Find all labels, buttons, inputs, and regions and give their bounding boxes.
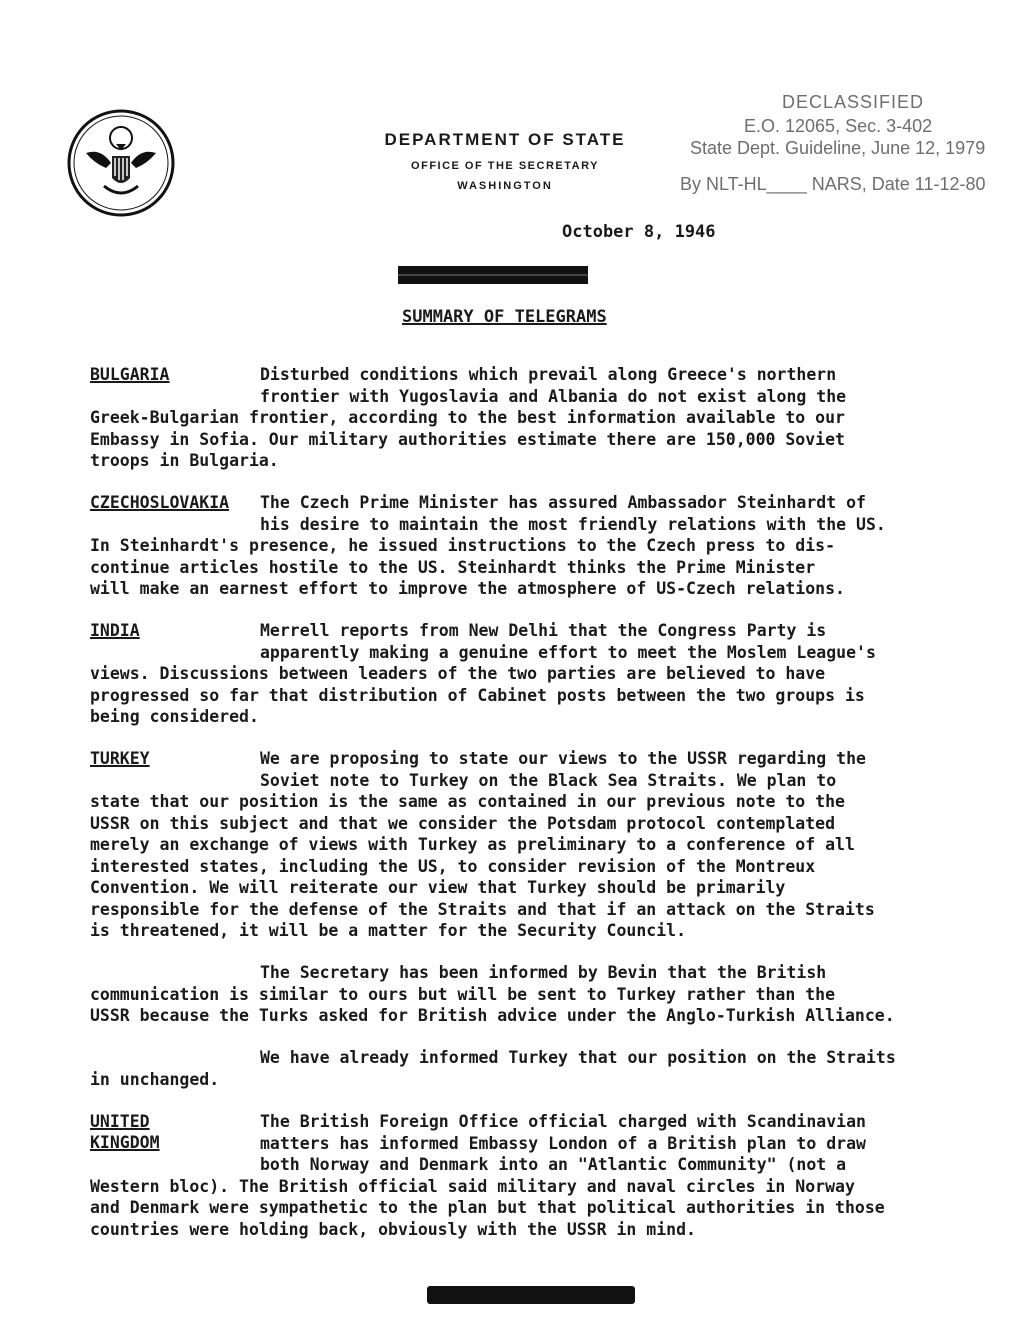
stamp-line-3: State Dept. Guideline, June 12, 1979 <box>690 138 986 158</box>
section-heading: BULGARIA <box>90 365 170 384</box>
section-turkey <box>90 748 950 942</box>
text-line: will make an earnest effort to improve the atmosphere of US-Czech relations. <box>90 579 845 598</box>
section-india <box>90 620 950 728</box>
text-line: In Steinhardt's presence, he issued instructions to the Czech press to dis- <box>90 536 836 555</box>
text-line: The Czech Prime Minister has assured Ambassador Steinhardt of <box>260 493 866 512</box>
text-line: USSR on this subject and that we consider the Potsdam protocol contemplated <box>90 813 836 833</box>
text-line: his desire to maintain the most friendly relations with the US. <box>260 514 886 534</box>
section-bulgaria <box>90 364 950 472</box>
great-seal-icon <box>66 108 176 218</box>
section-united-kingdom <box>90 1111 950 1240</box>
department-name: DEPARTMENT OF STATE <box>384 130 626 149</box>
section-heading: INDIA <box>90 621 140 640</box>
text-line: views. Discussions between leaders of the two parties are believed to have <box>90 664 826 683</box>
document-title: SUMMARY OF TELEGRAMS <box>402 307 607 327</box>
text-line: Soviet note to Turkey on the Black Sea Straits. We plan to <box>260 770 837 790</box>
stamp-line-1: DECLASSIFIED <box>782 92 925 112</box>
office-name: OFFICE OF THE SECRETARY <box>411 160 599 172</box>
text-line: in unchanged. <box>90 1069 220 1089</box>
text-line: Embassy in Sofia. Our military authorities estimate there are 150,000 Soviet <box>90 429 845 449</box>
text-line: and Denmark were sympathetic to the plan but that political authorities in those <box>90 1198 885 1217</box>
stamp-line-4: By NLT-HL____ NARS, Date 11-12-80 <box>680 174 986 194</box>
letterhead <box>360 130 650 192</box>
turkey-paragraph-2 <box>90 962 950 1027</box>
text-line: both Norway and Denmark into an "Atlantic Community" (not a <box>260 1155 847 1174</box>
turkey-paragraph-3 <box>90 1047 950 1090</box>
text-line: frontier with Yugoslavia and Albania do not exist along the <box>260 386 847 406</box>
section-heading: CZECHOSLOVAKIA <box>90 493 230 512</box>
stamp-line-2: E.O. 12065, Sec. 3-402 <box>744 116 933 136</box>
text-line: responsible for the defense of the Straits and that if an attack on the Straits <box>90 899 875 919</box>
text-line: The British Foreign Office official charged with Scandinavian <box>260 1112 866 1131</box>
section-czechoslovakia <box>90 492 950 600</box>
text-line: interested states, including the US, to consider revision of the Montreux <box>90 856 816 876</box>
text-line: communication is similar to ours but will be sent to Turkey rather than the <box>90 984 836 1004</box>
text-line: troops in Bulgaria. <box>90 451 279 470</box>
redaction-bar <box>398 262 588 288</box>
section-heading: KINGDOM <box>90 1133 160 1152</box>
text-line: Western bloc). The British official said military and naval circles in Norway <box>90 1176 855 1196</box>
section-heading: TURKEY <box>90 749 150 768</box>
text-line: Merrell reports from New Delhi that the Congress Party is <box>260 621 827 640</box>
text-line: apparently making a genuine effort to meet the Moslem League's <box>260 642 876 662</box>
text-line: continue articles hostile to the US. Steinhardt thinks the Prime Minister <box>90 557 816 577</box>
city-name: WASHINGTON <box>457 180 553 192</box>
text-line: is threatened, it will be a matter for the Security Council. <box>90 921 687 940</box>
text-line: progressed so far that distribution of Cabinet posts between the two groups is <box>90 685 865 705</box>
text-line: We are proposing to state our views to the USSR regarding the <box>260 749 866 768</box>
text-line: merely an exchange of views with Turkey as preliminary to a conference of all <box>90 835 855 854</box>
text-line: Disturbed conditions which prevail along Greece's northern <box>260 365 837 384</box>
text-line: countries were holding back, obviously with the USSR in mind. <box>90 1219 696 1239</box>
redaction-bar <box>427 1282 635 1308</box>
text-line: USSR because the Turks asked for British advice under the Anglo-Turkish Alliance. <box>90 1006 895 1025</box>
text-line: Greek-Bulgarian frontier, according to the best information available to our <box>90 408 845 427</box>
text-line: The Secretary has been informed by Bevin that the British <box>260 963 827 982</box>
text-line: We have already informed Turkey that our position on the Straits <box>260 1048 896 1067</box>
text-line: state that our position is the same as contained in our previous note to the <box>90 792 845 811</box>
text-line: being considered. <box>90 707 259 726</box>
section-heading: UNITED <box>90 1112 150 1131</box>
text-line: matters has informed Embassy London of a British plan to draw <box>260 1133 866 1153</box>
document-date: October 8, 1946 <box>562 222 716 242</box>
text-line: Convention. We will reiterate our view that Turkey should be primarily <box>90 878 786 897</box>
